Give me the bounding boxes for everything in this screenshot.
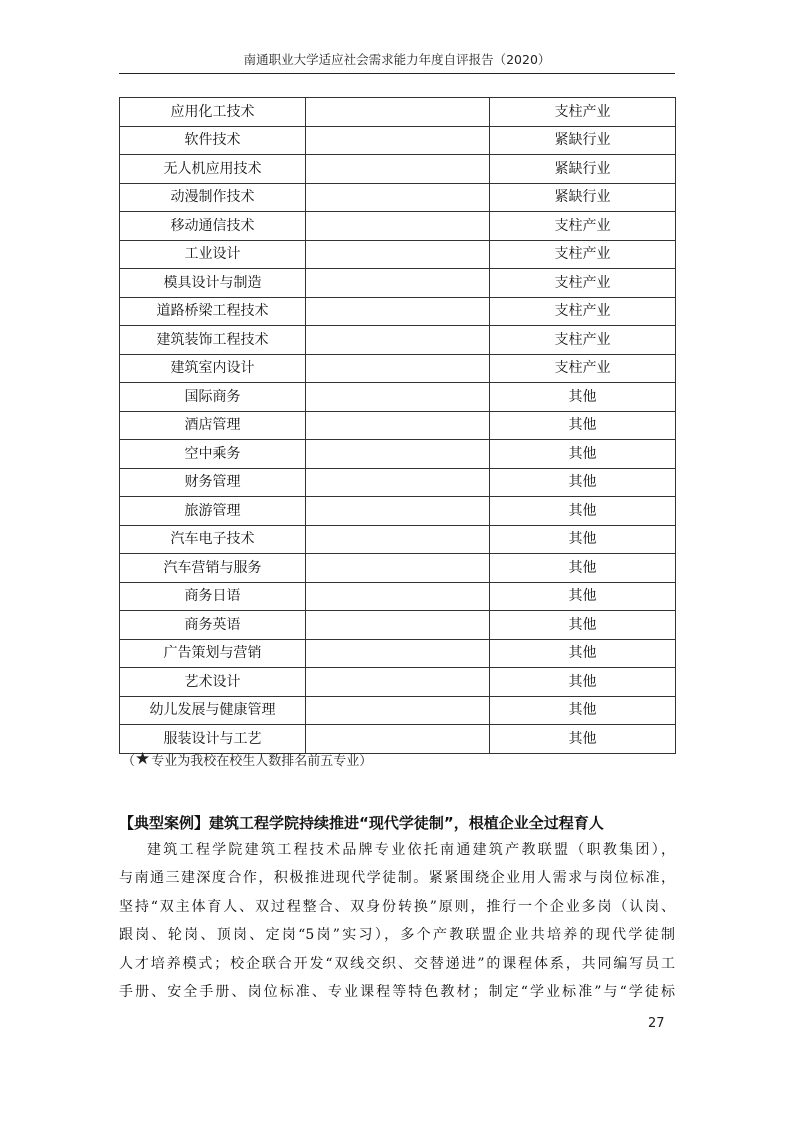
table-row [120, 525, 676, 554]
major-cell: 服装设计与工艺 [120, 725, 306, 754]
category-cell: 其他 [490, 383, 676, 412]
table-row [120, 668, 676, 697]
blank-cell [306, 126, 490, 155]
category-cell: 其他 [490, 440, 676, 469]
category-cell: 支柱产业 [490, 326, 676, 355]
blank-cell [306, 155, 490, 184]
major-cell: 建筑室内设计 [120, 354, 306, 383]
blank-cell [306, 297, 490, 326]
table-row [120, 212, 676, 241]
case-body [119, 836, 675, 1006]
table-row [120, 611, 676, 640]
major-cell: 道路桥梁工程技术 [120, 297, 306, 326]
category-cell: 其他 [490, 639, 676, 668]
category-cell: 其他 [490, 525, 676, 554]
major-cell: 汽车营销与服务 [120, 554, 306, 583]
major-cell: 酒店管理 [120, 411, 306, 440]
category-cell: 其他 [490, 554, 676, 583]
category-cell: 其他 [490, 582, 676, 611]
blank-cell [306, 725, 490, 754]
blank-cell [306, 326, 490, 355]
running-header: 南通职业大学适应社会需求能力年度自评报告（2020） [243, 52, 551, 67]
table-row [120, 639, 676, 668]
table-row [120, 440, 676, 469]
table-row [120, 183, 676, 212]
major-cell: 应用化工技术 [120, 98, 306, 127]
blank-cell [306, 611, 490, 640]
blank-cell [306, 582, 490, 611]
category-cell: 支柱产业 [490, 269, 676, 298]
majors-table-body [120, 98, 676, 754]
blank-cell [306, 183, 490, 212]
major-cell: 工业设计 [120, 240, 306, 269]
blank-cell [306, 554, 490, 583]
blank-cell [306, 668, 490, 697]
table-row [120, 725, 676, 754]
major-cell: 空中乘务 [120, 440, 306, 469]
category-cell: 支柱产业 [490, 297, 676, 326]
major-cell: 无人机应用技术 [120, 155, 306, 184]
category-cell: 支柱产业 [490, 98, 676, 127]
major-cell: 广告策划与营销 [120, 639, 306, 668]
major-cell: 商务日语 [120, 582, 306, 611]
major-cell: 动漫制作技术 [120, 183, 306, 212]
table-row [120, 696, 676, 725]
blank-cell [306, 269, 490, 298]
major-cell: 艺术设计 [120, 668, 306, 697]
major-cell: 旅游管理 [120, 497, 306, 526]
major-cell: 建筑装饰工程技术 [120, 326, 306, 355]
blank-cell [306, 525, 490, 554]
table-row [120, 354, 676, 383]
blank-cell [306, 497, 490, 526]
category-cell: 支柱产业 [490, 354, 676, 383]
blank-cell [306, 468, 490, 497]
table-row [120, 326, 676, 355]
blank-cell [306, 383, 490, 412]
case-body-line: 人才培养模式；校企联合开发“双线交织、交替递进”的课程体系，共同编写员工 [119, 955, 675, 972]
category-cell: 紧缺行业 [490, 126, 676, 155]
table-row [120, 411, 676, 440]
blank-cell [306, 440, 490, 469]
case-body-line: 与南通三建深度合作，积极推进现代学徒制。紧紧围绕企业用人需求与岗位标准， [119, 870, 675, 887]
table-note [122, 750, 372, 769]
category-cell: 其他 [490, 411, 676, 440]
table-row [120, 240, 676, 269]
category-cell: 其他 [490, 611, 676, 640]
table-row [120, 383, 676, 412]
category-cell: 其他 [490, 468, 676, 497]
blank-cell [306, 411, 490, 440]
major-cell: 国际商务 [120, 383, 306, 412]
case-title: 【典型案例】建筑工程学院持续推进“现代学徒制”，根植企业全过程育人 [119, 814, 604, 832]
note-open-paren: （ [122, 754, 136, 769]
case-body-line: 坚持“双主体育人、双过程整合、双身份转换”原则，推行一个企业多岗（认岗、 [119, 898, 675, 915]
blank-cell [306, 639, 490, 668]
category-cell: 其他 [490, 696, 676, 725]
blank-cell [306, 98, 490, 127]
major-cell: 商务英语 [120, 611, 306, 640]
star-icon: ★ [135, 749, 151, 769]
note-text: 专业为我校在校生人数排名前五专业） [151, 754, 373, 769]
category-cell: 其他 [490, 725, 676, 754]
case-body-line: 建筑工程学院建筑工程技术品牌专业依托南通建筑产教联盟（职教集团）， [147, 842, 675, 858]
major-cell: 模具设计与制造 [120, 269, 306, 298]
category-cell: 其他 [490, 497, 676, 526]
table-row [120, 554, 676, 583]
category-cell: 紧缺行业 [490, 183, 676, 212]
major-cell: 财务管理 [120, 468, 306, 497]
table-row [120, 497, 676, 526]
case-body-line: 跟岗、轮岗、顶岗、定岗“5岗”实习），多个产教联盟企业共培养的现代学徒制 [119, 927, 675, 944]
blank-cell [306, 696, 490, 725]
blank-cell [306, 354, 490, 383]
major-cell: 移动通信技术 [120, 212, 306, 241]
page-number: 27 [648, 1016, 665, 1031]
table-row [120, 582, 676, 611]
category-cell: 紧缺行业 [490, 155, 676, 184]
case-body-line: 手册、安全手册、岗位标准、专业课程等特色教材；制定“学业标准”与“学徒标 [119, 984, 675, 1001]
table-row [120, 269, 676, 298]
major-cell: 幼儿发展与健康管理 [120, 696, 306, 725]
blank-cell [306, 212, 490, 241]
table-row [120, 98, 676, 127]
category-cell: 支柱产业 [490, 212, 676, 241]
table-row [120, 468, 676, 497]
table-row [120, 126, 676, 155]
major-cell: 软件技术 [120, 126, 306, 155]
table-row [120, 297, 676, 326]
major-cell: 汽车电子技术 [120, 525, 306, 554]
header-rule [119, 73, 675, 74]
majors-table [119, 97, 676, 754]
category-cell: 支柱产业 [490, 240, 676, 269]
category-cell: 其他 [490, 668, 676, 697]
table-row [120, 155, 676, 184]
blank-cell [306, 240, 490, 269]
